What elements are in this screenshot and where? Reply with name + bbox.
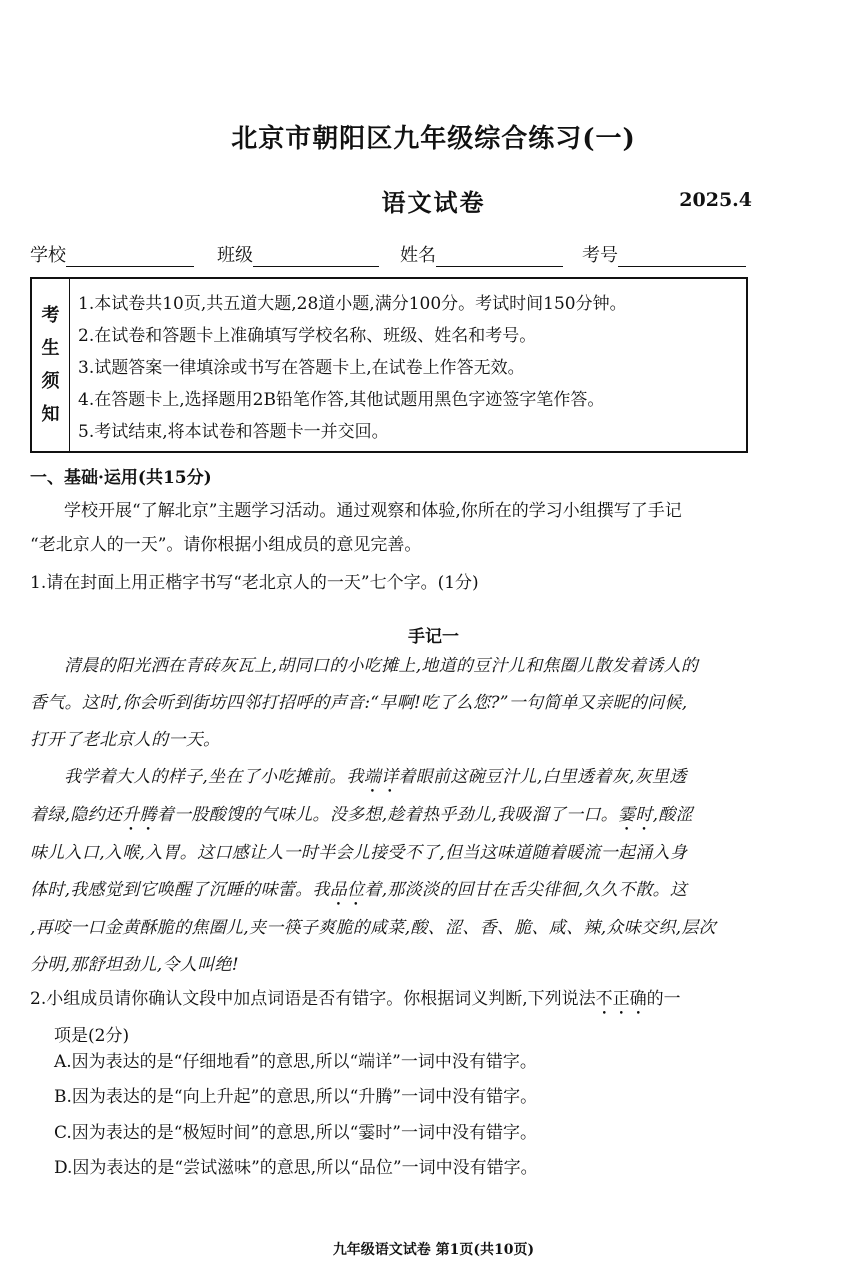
notice-item: 2.在试卷和答题卡上准确填写学校名称、班级、姓名和考号。 [78, 326, 537, 346]
dotted-word: 品位 [329, 880, 365, 900]
school-label: 学校 [30, 245, 66, 266]
notice-item: 5.考试结束,将本试卷和答题卡一并交回。 [78, 422, 389, 442]
dotted-word: 升腾 [122, 805, 157, 825]
handnote-paragraph-2: 我学着大人的样子,坐在了小吃摊前。我端详着眼前这碗豆汁儿,白里透着灰,灰里透 着绿,隐约还升腾着一股酸馊的气味儿。没多想,趁着热乎劲儿,我吸溜了一口。霎时,酸涩 味儿入口,入喉,入胃。这口感让人一时半会儿接受不了,但当这味道随着暖流一起涌入身 体时,我感觉到它唤醒了沉睡的味蕾。我品位着,那淡淡的回甘在舌尖徘徊,久久不散。这 ,再咬一口金黄酥脆的焦圈儿,夹一筷子爽脆的咸菜,酸、涩、香、脆、咸、辣,众味交织,层次 分明,那舒坦劲儿,令人叫绝! [30, 767, 716, 975]
notice-label: 考 生 须 知 [32, 279, 70, 451]
handnote-title: 手记一 [408, 627, 459, 647]
option-a: A.因为表达的是“仔细地看”的意思,所以“端详”一词中没有错字。 [54, 1052, 537, 1072]
exam-subtitle: 语文试卷 [381, 188, 486, 217]
notice-item: 3.试题答案一律填涂或书写在答题卡上,在试卷上作答无效。 [78, 358, 525, 378]
exam-title: 北京市朝阳区九年级综合练习(一) [231, 124, 636, 154]
class-field[interactable] [217, 241, 379, 267]
exam-number-field[interactable] [582, 241, 746, 267]
notice-item: 4.在答题卡上,选择题用2B铅笔作答,其他试题用黑色字迹签字笔作答。 [78, 390, 605, 410]
name-blank[interactable] [436, 244, 563, 267]
option-c: C.因为表达的是“极短时间”的意思,所以“霎时”一词中没有错字。 [54, 1123, 537, 1143]
question-2-stem: 2.小组成员请你确认文段中加点词语是否有错字。你根据词义判断,下列说法不正确的一 项是(2分) [30, 989, 681, 1046]
page-footer: 九年级语文试卷 第1页(共10页) [332, 1242, 535, 1258]
name-field[interactable] [400, 241, 563, 267]
school-field[interactable] [30, 241, 194, 267]
handnote-paragraph-1: 清晨的阳光洒在青砖灰瓦上,胡同口的小吃摊上,地道的豆汁儿和焦圈儿散发着诱人的 香气。这时,你会听到街坊四邻打招呼的声音:“早啊!吃了么您?”一句简单又亲昵的问候, 打开了老北京人的一天。 [30, 656, 699, 750]
section-heading: 一、基础·运用(共15分) [30, 468, 212, 488]
class-blank[interactable] [253, 244, 379, 267]
notice-list [78, 288, 740, 448]
exam-date: 2025.4 [679, 189, 752, 211]
name-label: 姓名 [400, 245, 436, 266]
class-label: 班级 [217, 245, 253, 266]
dotted-word: 霎时 [618, 805, 653, 825]
question-1: 1.请在封面上用正楷字书写“老北京人的一天”七个字。(1分) [30, 573, 479, 593]
dotted-word: 端详 [363, 767, 399, 787]
student-info-fields [30, 241, 750, 269]
notice-item: 1.本试卷共10页,共五道大题,28道小题,满分100分。考试时间150分钟。 [78, 294, 627, 314]
option-d: D.因为表达的是“尝试滋味”的意思,所以“品位”一词中没有错字。 [54, 1158, 538, 1178]
dotted-word: 不正确 [595, 989, 647, 1009]
school-blank[interactable] [66, 244, 194, 267]
exam-number-label: 考号 [582, 245, 618, 266]
exam-notice-box [30, 277, 748, 453]
exam-number-blank[interactable] [618, 244, 746, 267]
option-b: B.因为表达的是“向上升起”的意思,所以“升腾”一词中没有错字。 [54, 1087, 538, 1107]
section-intro: 学校开展“了解北京”主题学习活动。通过观察和体验,你所在的学习小组撰写了手记 “老北京人的一天”。请你根据小组成员的意见完善。 [30, 501, 682, 555]
